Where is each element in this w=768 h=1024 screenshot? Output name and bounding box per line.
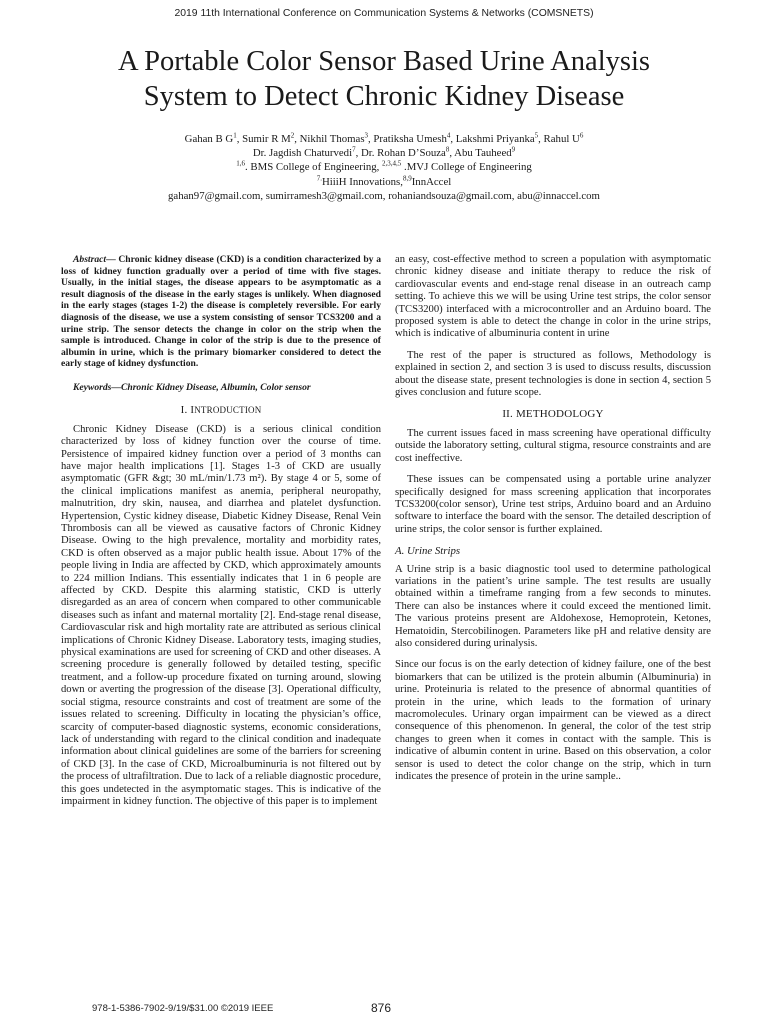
affiliation-line-2: $^{7.}$HiiiH Innovations,$^{8,9}$InnAccel xyxy=(316,174,452,188)
page-number: 876 xyxy=(371,1001,392,1015)
author-emails: gahan97@gmail.com, sumirramesh3@gmail.com, rohaniandsouza@gmail.com, abu@innaccel.com xyxy=(168,189,600,202)
introduction-paragraph: Chronic Kidney Disease (CKD) is a serious clinical condition characterized by loss of kidney function over the course of time. Persistence of impaired kidney function over a period of 3 months can have major health implications [1]. Stages 1-3 of CKD are usually asymptomatic (GFR &gt; 30 mL/min/1.73 m²). By stage 4 or 5, some of the clinical implications manifest as anemia, peripheral neuropathy, malnutrition, dry skin, nausea, and diarrhea and platelet dysfunction. Hypertension, Cystic kidney disease, Diabetic Kidney Disease, Renal Vein Thrombosis can all be viewed as causative factors of Chronic Kidney Disease. Owing to the high prevalence, mortality and morbidity rates, CKD is often observed as a major public health issue. About 17% of the people living in India are affected by CKD, which approximately amounts to 224 million Indians. This essentially indicates that 1 in 6 people are affected by CKD. Despite this alarming statistic, CKD is utterly disregarded as an area of concern when compared to other communicable diseases such as infant and maternal mortality [2]. End-stage renal disease, Cardiovascular risk and high mortality rate are attributed as serious clinical implications of Chronic Kidney Disease. Laboratory tests, imaging studies, physical examinations are used for screening of CKD and other diseases. A screening procedure is generally followed by detailed testing, specific treatment, and a follow-up procedure fixated on turning around, slowing down or averting the progression of the disease [3]. Operational difficulty, social stigma, resource constraints and cost of treatment are some of the issues related to screening. Difficulty in locating the physician’s office, scarcity of computer-based diagnostic systems, economic considerations, lack of understanding with regard to the clinical condition and inadequate information about clinical guidelines are some of the barriers for screening of CKD [3]. In the case of CKD, Microalbuminuria is not filtered out by the process of ultrafiltration. Due to lack of a reliable diagnostic procedure, this goes undetected in the asymptomatic stages. This is indicative of the impairment in kidney function. The objective of this paper is to implement xyxy=(61,423,381,807)
affiliation-line-1: $^{1,6}$. BMS College of Engineering, $^{2,3,4,5}$ .MVJ College of Engineering xyxy=(236,159,532,174)
footer-isbn: 978-1-5386-7902-9/19/$31.00 ©2019 IEEE xyxy=(92,1003,274,1014)
section-heading-methodology: II. METHODOLOGY xyxy=(502,408,604,421)
author-line-1: Gahan B $G^1$, Sumir R $M^2$, Nikhil Thomas$^3$, Pratiksha Umesh$^4$, Lakshmi Priyanka$^5$, Rahul $U^6$ xyxy=(184,131,584,145)
subsection-heading-urine-strips: A. Urine Strips xyxy=(395,545,461,558)
author-line-2: Dr. Jagdish Chaturvedi$^7$, Dr. Rohan D’Souza$^8$, Abu Tauheed$^9$ xyxy=(252,145,516,160)
title-line-1: A Portable Color Sensor Based Urine Analysis xyxy=(118,46,650,77)
abstract: Abstract— Chronic kidney disease (CKD) is a condition characterized by a loss of kidney function gradually over a period of time with five stages. Usually, in the initial stages, the disease appears to be asymptomatic as a result diagnosis of the disease in the early stages is unlikely. When diagnosed in the early stages (stages 1-2) the disease is completely reversible. For early diagnosis of the disease, we use a system consisting of sensor TCS3200 and a urine strip. The sensor detects the change in color on the strip when the sample is introduced. Change in color of the strip is due to the presence of albumin in urine, which is the primary biomarker considered to detect the early stage of kidney dysfunction. xyxy=(61,254,381,370)
right-column xyxy=(395,254,711,792)
urine-strips-paragraph-2: Since our focus is on the early detection of kidney failure, one of the best biomarkers that can be utilized is the protein albumin (Albuminuria) in urine. Proteinuria is related to the presence of abnormal quantities of protein in the urine, which leads to the formation of urinary macromolecules. Urinary organ impairment can be viewed as a direct consequence of this phenomenon. In general, the color of the test strip changes to green when it comes in contact with the sample. This is indicative of albumin content in urine. Based on this observation, a color sensor is used to detect the color change on the strip, which in turn indicates the presence of protein in the urine sample.. xyxy=(395,659,711,783)
keywords: Keywords—Chronic Kidney Disease, Albumin, Color sensor xyxy=(73,381,311,393)
urine-strips-paragraph-1: A Urine strip is a basic diagnostic tool used to determine pathological variations in the patient’s urine sample. The test results are usually obtained within a timeframe ranging from a few seconds to minutes. There can also be instances where it could exceed the mentioned limit. The various proteins present are Aldohexose, Hemoprotein, Ketones, Hematoidin, Stercobilinogen. Parameters like pH and relative density are also considered during urinalysis. xyxy=(395,563,711,649)
methodology-paragraph-2: These issues can be compensated using a portable urine analyzer specifically designed for mass screening application that incorporates TCS3200(color sensor), Urine test strips, Arduino board and an Arduino software to interface the board with the sensor. The detailed description of urine strips, the color sensor is further explained. xyxy=(395,474,711,535)
title-line-2: System to Detect Chronic Kidney Disease xyxy=(143,81,625,112)
methodology-paragraph-1: The current issues faced in mass screening have operational difficulty outside the laboratory setting, cultural stigma, resource constraints and are cost ineffective. xyxy=(395,427,711,464)
body-paragraph-objective: an easy, cost-effective method to screen a population with asymptomatic chronic kidney disease and initiate therapy to reduce the risk of cardiovascular events and end-stage renal disease in an outreach camp setting. To achieve this we will be using Urine test strips, the color sensor (TCS3200) interfaced with a microcontroller and an Arduino board. The proposed system is able to detect the change in color in the urine strips, which is indicative of albuminuria content in urine xyxy=(395,254,711,340)
body-paragraph-structure: The rest of the paper is structured as follows, Methodology is explained in section 2, and section 3 is used to discuss results, discussion about the disease state, present technologies is done in section 4, section 5 gives conclusion and future scope. xyxy=(395,349,711,399)
section-heading-introduction: I. INTRODUCTION xyxy=(180,404,262,417)
conference-header: 2019 11th International Conference on Communication Systems & Networks (COMSNETS) xyxy=(174,8,594,19)
paper-title xyxy=(40,44,728,114)
author-block xyxy=(40,132,728,203)
left-column xyxy=(61,254,381,817)
